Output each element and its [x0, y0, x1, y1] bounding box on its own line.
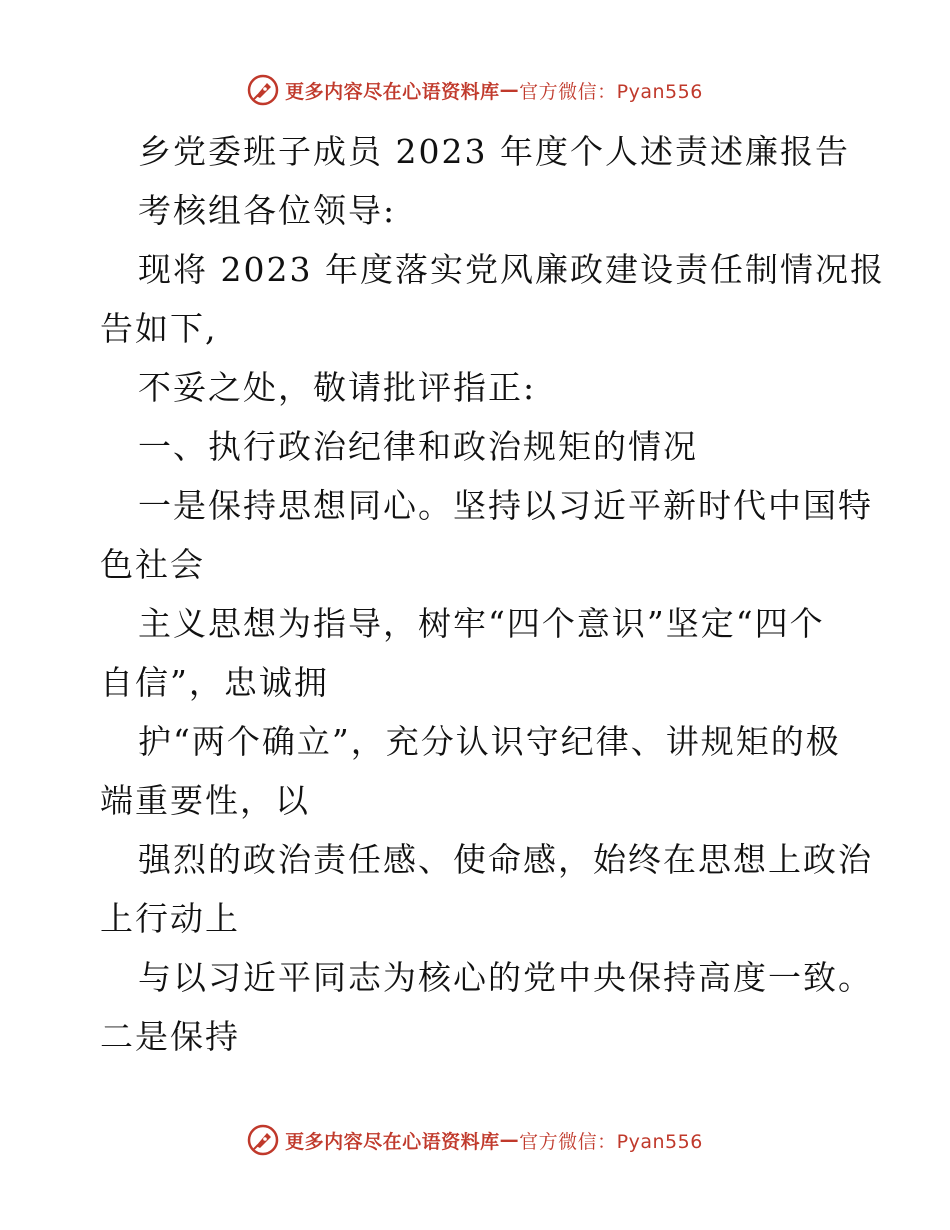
text-line: 色社会 [100, 545, 205, 584]
document-title: 乡党委班子成员 2023 年度个人述责述廉报告 [138, 132, 850, 171]
watermark-footer [0, 1122, 950, 1158]
text-line: 端重要性，以 [100, 781, 310, 820]
text-line: 强烈的政治责任感、使命感，始终在思想上政治 [138, 840, 873, 879]
text-line: 告如下, [100, 309, 218, 348]
watermark-separator: — [499, 1129, 520, 1151]
watermark-separator: — [499, 79, 520, 101]
text-line: 不妥之处，敬请批评指正: [138, 368, 537, 407]
watermark-header [0, 72, 950, 108]
text-line: 主义思想为指导，树牢“四个意识”坚定“四个 [138, 604, 825, 643]
document-body [100, 122, 885, 1066]
text-line: 上行动上 [100, 899, 240, 938]
text-line: 与以习近平同志为核心的党中央保持高度一致。 [138, 958, 873, 997]
watermark-wechat: 官方微信：Pyan556 [519, 80, 703, 103]
text-line: 一、执行政治纪律和政治规矩的情况 [138, 427, 698, 466]
watermark-wechat: 官方微信：Pyan556 [519, 1130, 703, 1153]
text-line: 现将 2023 年度落实党风廉政建设责任制情况报 [138, 250, 885, 289]
watermark-brand: 更多内容尽在心语资料库 [285, 80, 500, 103]
text-line: 一是保持思想同心。坚持以习近平新时代中国特 [138, 486, 873, 525]
text-line: 护“两个确立”，充分认识守纪律、讲规矩的极 [138, 722, 841, 761]
text-line: 自信”，忠诚拥 [100, 663, 329, 702]
watermark-brand: 更多内容尽在心语资料库 [285, 1130, 500, 1153]
pen-nib-logo-icon [247, 74, 279, 106]
pen-nib-logo-icon [247, 1124, 279, 1156]
text-line: 考核组各位领导: [138, 191, 397, 230]
text-line: 二是保持 [100, 1017, 240, 1056]
